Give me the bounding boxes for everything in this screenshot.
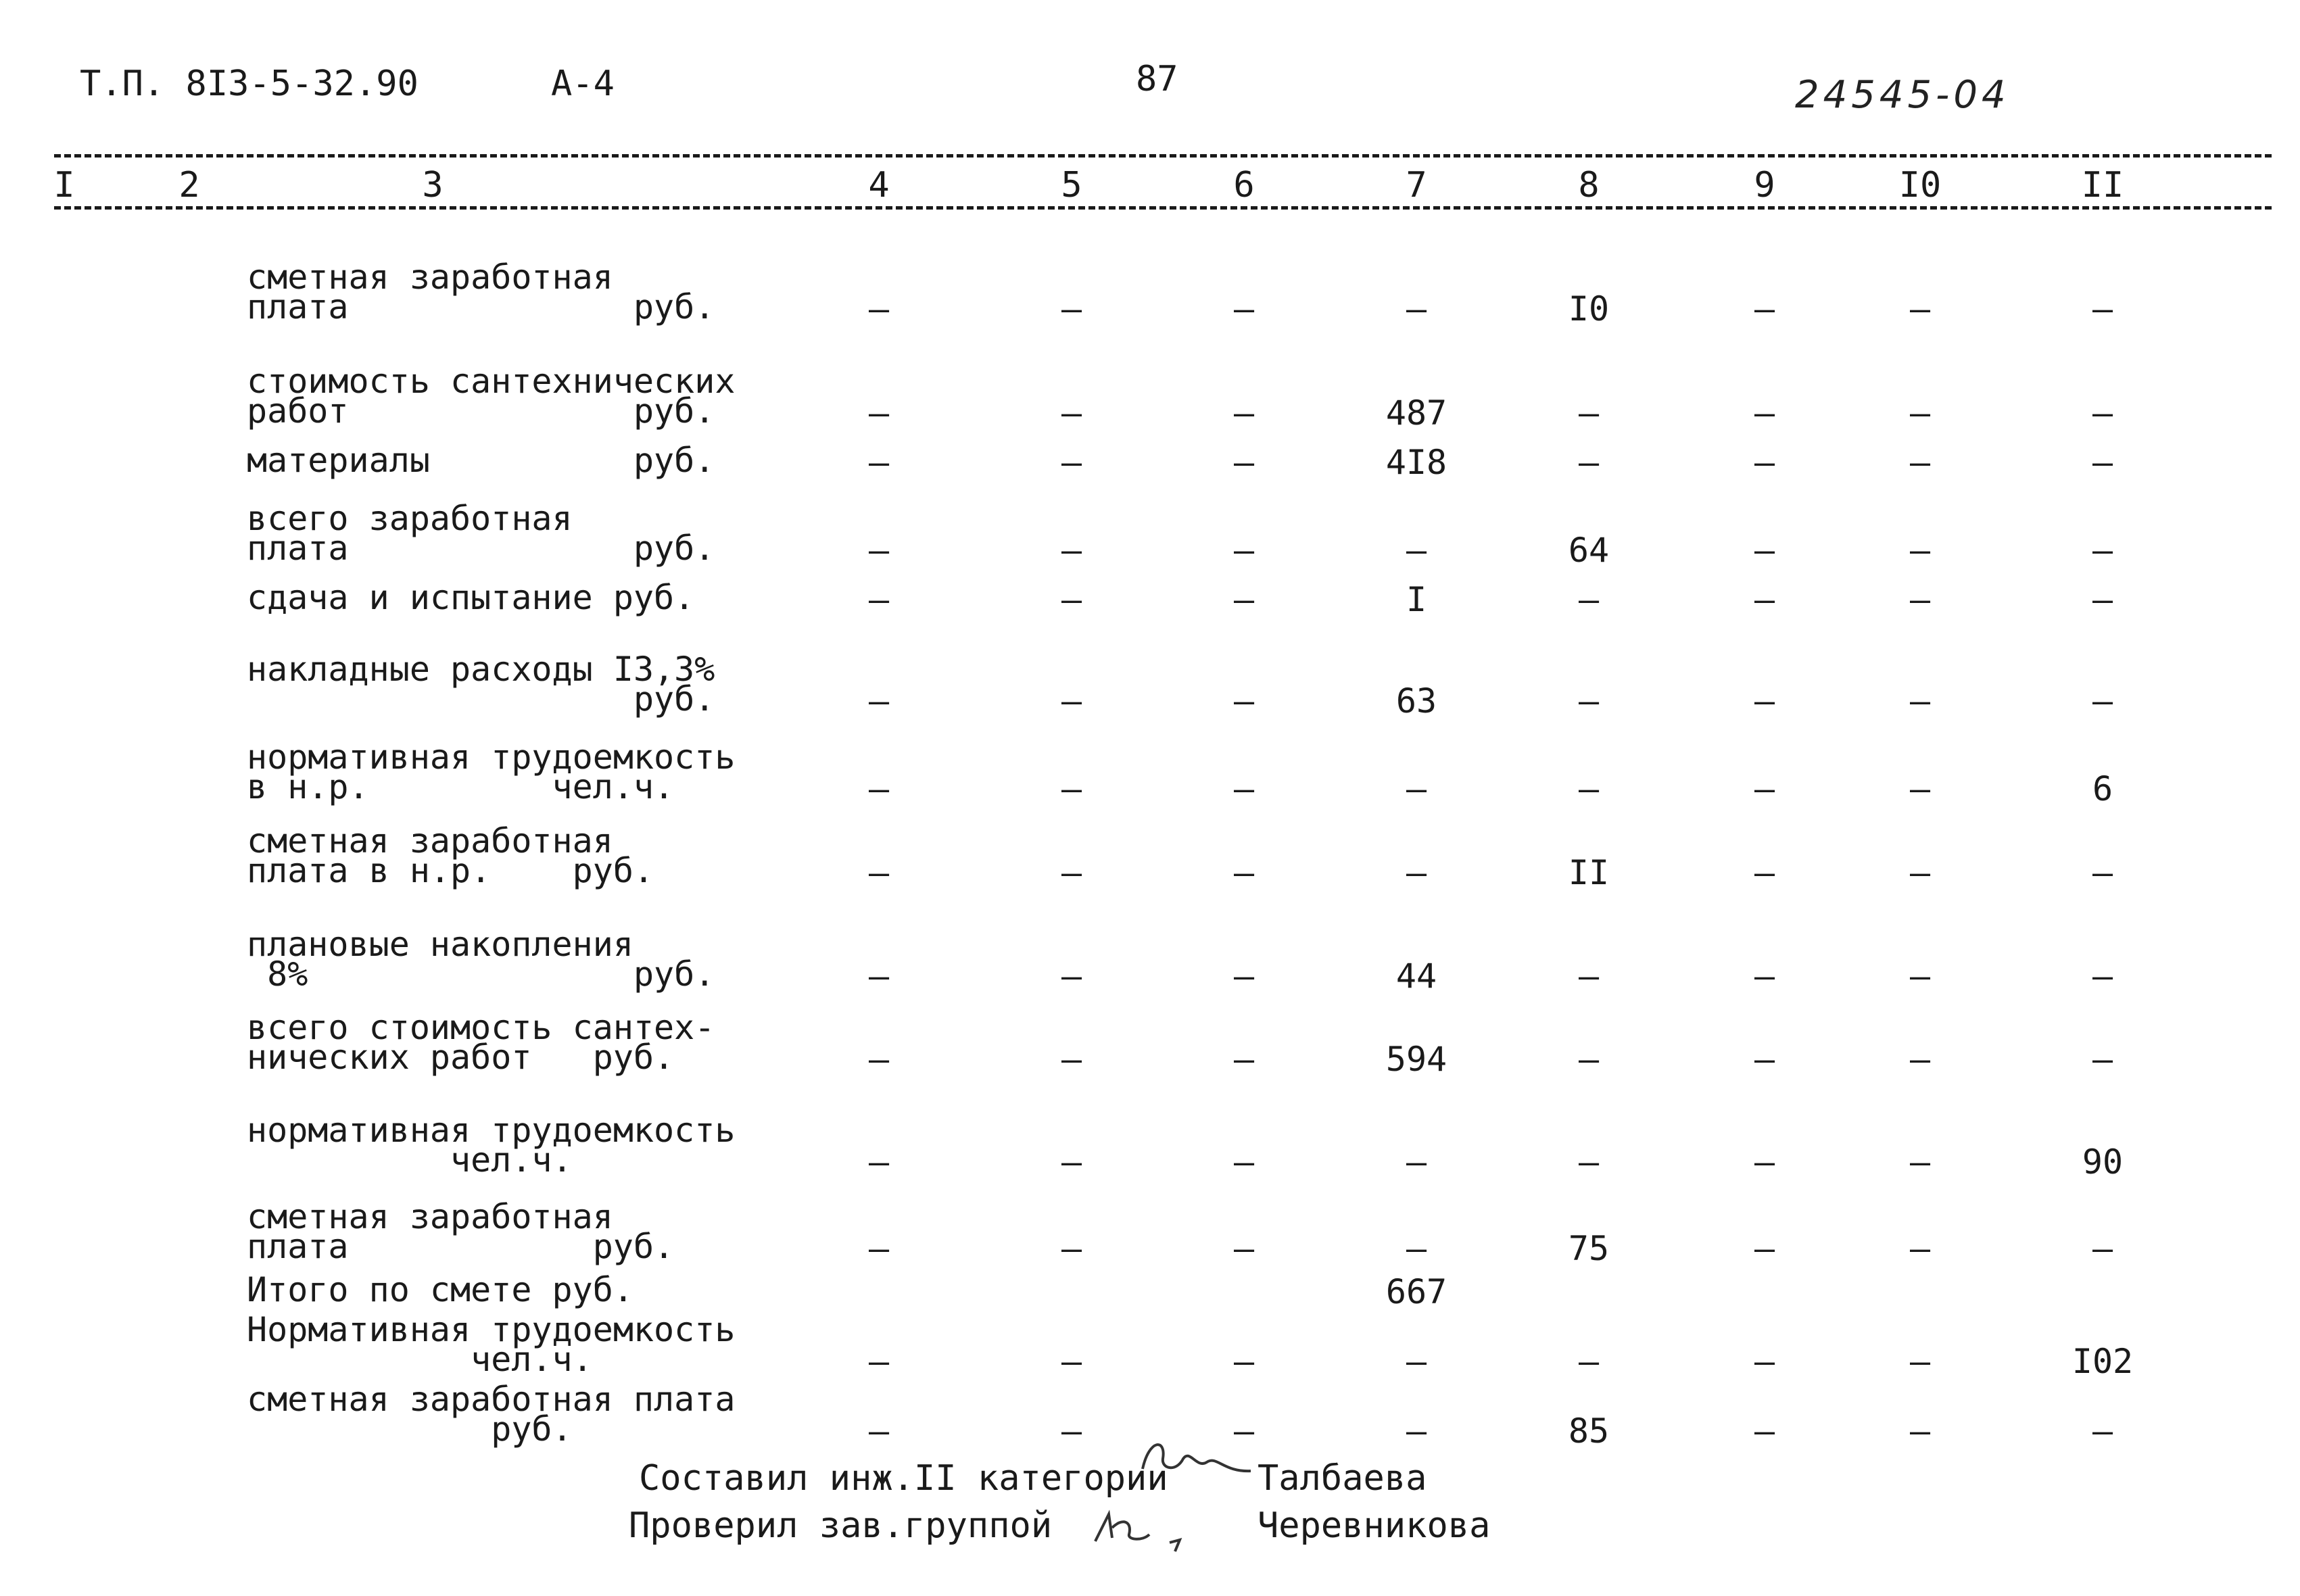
row-4-col-9: – [1754,531,1775,570]
row-14-col-5: – [1061,1342,1082,1381]
row-label: Нормативная трудоемкость чел.ч. [247,1310,736,1379]
row-label: накладные расходы I3,3% руб. [247,650,715,719]
row-2-col-5: – [1061,393,1082,433]
compiler-signature-mark [1136,1432,1257,1486]
inventory-number: 24545-04 [1795,73,2010,117]
row-7-col-10: – [1909,769,1931,808]
row-7-col-4: – [868,769,890,808]
row-10-col-9: – [1754,1040,1775,1079]
row-9-col-8: – [1578,957,1600,996]
row-3-col-8: – [1578,443,1600,482]
row-15-col-10: – [1909,1411,1931,1451]
row-4-col-6: – [1233,531,1255,570]
sheet-label: А-4 [551,64,615,104]
row-9-col-7: 44 [1395,957,1437,996]
row-4-col-10: – [1909,531,1931,570]
row-1-col-11: – [2092,289,2113,329]
row-7-col-9: – [1754,769,1775,808]
row-5-col-4: – [868,580,890,619]
row-15-col-11: – [2092,1411,2113,1451]
row-5-col-10: – [1909,580,1931,619]
row-10-col-5: – [1061,1040,1082,1079]
row-5-col-7: I [1406,580,1427,619]
row-7-col-7: – [1406,769,1427,808]
row-2-col-6: – [1233,393,1255,433]
row-4-col-4: – [868,531,890,570]
column-number-9: 9 [1754,165,1775,205]
row-10-col-7: 594 [1385,1040,1447,1079]
row-15-col-4: – [868,1411,890,1451]
row-5-col-5: – [1061,580,1082,619]
row-12-col-9: – [1754,1229,1775,1268]
page-number: 87 [1136,59,1178,99]
row-label: сметная заработная плата в н.р. руб. [247,821,654,890]
row-14-col-11: I02 [2071,1342,2134,1381]
row-9-col-4: – [868,957,890,996]
column-number-10: I0 [1898,165,1942,205]
row-label: стоимость сантехнических работ руб. [247,362,736,431]
row-6-col-8: – [1578,681,1600,721]
row-10-col-6: – [1233,1040,1255,1079]
row-6-col-5: – [1061,681,1082,721]
row-1-col-7: – [1406,289,1427,329]
row-6-col-9: – [1754,681,1775,721]
checker-signature [1082,1501,1197,1562]
row-8-col-4: – [868,853,890,892]
checked-by-label: Проверил зав.группой [629,1505,1053,1546]
row-8-col-11: – [2092,853,2113,892]
row-5-col-6: – [1233,580,1255,619]
row-7-col-6: – [1233,769,1255,808]
row-3-col-11: – [2092,443,2113,482]
row-7-col-5: – [1061,769,1082,808]
row-6-col-6: – [1233,681,1255,721]
column-number-6: 6 [1233,165,1255,205]
row-14-col-8: – [1578,1342,1600,1381]
row-15-col-8: 85 [1568,1411,1610,1451]
row-11-col-4: – [868,1142,890,1182]
row-11-col-11: 90 [2082,1142,2124,1182]
row-6-col-11: – [2092,681,2113,721]
row-1-col-4: – [868,289,890,329]
row-8-col-5: – [1061,853,1082,892]
row-label: плановые накопления 8% руб. [247,925,715,994]
row-label: всего стоимость сантех- нических работ руб. [247,1008,715,1077]
row-1-col-10: – [1909,289,1931,329]
column-number-7: 7 [1406,165,1427,205]
row-15-col-9: – [1754,1411,1775,1451]
doc-code: Т.П. 8I3-5-32.90 [80,64,418,104]
row-1-col-9: – [1754,289,1775,329]
header-rule-top [54,154,2272,158]
row-13-col-7: 667 [1385,1272,1447,1311]
row-8-col-6: – [1233,853,1255,892]
row-12-col-5: – [1061,1229,1082,1268]
row-11-col-8: – [1578,1142,1600,1182]
row-8-col-7: – [1406,853,1427,892]
checker-name: Черевникова [1257,1505,1491,1546]
row-4-col-7: – [1406,531,1427,570]
row-8-col-10: – [1909,853,1931,892]
row-label: сметная заработная плата руб. [247,1197,675,1266]
row-12-col-6: – [1233,1229,1255,1268]
row-9-col-9: – [1754,957,1775,996]
column-number-8: 8 [1578,165,1600,205]
row-3-col-6: – [1233,443,1255,482]
row-8-col-8: II [1568,853,1610,892]
row-label: нормативная трудоемкость в н.р. чел.ч. [247,737,736,806]
column-number-1: I [53,165,75,205]
row-3-col-4: – [868,443,890,482]
row-15-col-5: – [1061,1411,1082,1451]
row-label: сметная заработная плата руб. [247,1380,736,1449]
row-5-col-9: – [1754,580,1775,619]
compiler-signature [1136,1432,1257,1493]
compiler-name: Талбаева [1257,1458,1427,1499]
row-14-col-7: – [1406,1342,1427,1381]
row-5-col-11: – [2092,580,2113,619]
row-5-col-8: – [1578,580,1600,619]
row-4-col-5: – [1061,531,1082,570]
row-11-col-9: – [1754,1142,1775,1182]
column-number-3: 3 [422,165,444,205]
row-2-col-7: 487 [1385,393,1447,433]
row-label: сдача и испытание руб. [247,578,695,617]
row-1-col-8: I0 [1568,289,1610,329]
column-number-5: 5 [1061,165,1082,205]
row-3-col-5: – [1061,443,1082,482]
row-3-col-9: – [1754,443,1775,482]
row-label: нормативная трудоемкость чел.ч. [247,1111,736,1180]
compiled-by-label: Составил инж.II категории [639,1458,1168,1499]
row-14-col-10: – [1909,1342,1931,1381]
row-15-col-6: – [1233,1411,1255,1451]
header-rule-bottom [54,206,2272,210]
row-14-col-9: – [1754,1342,1775,1381]
row-9-col-11: – [2092,957,2113,996]
row-11-col-6: – [1233,1142,1255,1182]
row-10-col-8: – [1578,1040,1600,1079]
column-number-11: II [2081,165,2124,205]
row-6-col-4: – [868,681,890,721]
row-3-col-10: – [1909,443,1931,482]
row-4-col-11: – [2092,531,2113,570]
row-2-col-9: – [1754,393,1775,433]
column-number-2: 2 [178,165,200,205]
row-6-col-7: 63 [1395,681,1437,721]
row-2-col-4: – [868,393,890,433]
row-9-col-5: – [1061,957,1082,996]
row-1-col-5: – [1061,289,1082,329]
row-4-col-8: 64 [1568,531,1610,570]
row-7-col-11: 6 [2092,769,2113,808]
row-1-col-6: – [1233,289,1255,329]
row-2-col-8: – [1578,393,1600,433]
row-11-col-10: – [1909,1142,1931,1182]
row-2-col-11: – [2092,393,2113,433]
row-7-col-8: – [1578,769,1600,808]
row-10-col-10: – [1909,1040,1931,1079]
row-label: сметная заработная плата руб. [247,258,715,327]
row-label: материалы руб. [247,441,715,480]
row-12-col-4: – [868,1229,890,1268]
row-11-col-5: – [1061,1142,1082,1182]
row-label: всего заработная плата руб. [247,499,715,568]
row-2-col-10: – [1909,393,1931,433]
column-number-4: 4 [868,165,890,205]
row-9-col-10: – [1909,957,1931,996]
row-12-col-10: – [1909,1229,1931,1268]
row-12-col-7: – [1406,1229,1427,1268]
row-label: Итого по смете руб. [247,1270,633,1309]
row-15-col-7: – [1406,1411,1427,1451]
row-14-col-4: – [868,1342,890,1381]
row-3-col-7: 4I8 [1385,443,1447,482]
row-10-col-11: – [2092,1040,2113,1079]
row-14-col-6: – [1233,1342,1255,1381]
row-12-col-11: – [2092,1229,2113,1268]
row-8-col-9: – [1754,853,1775,892]
row-10-col-4: – [868,1040,890,1079]
row-9-col-6: – [1233,957,1255,996]
checker-signature-mark [1082,1501,1197,1555]
row-11-col-7: – [1406,1142,1427,1182]
row-12-col-8: 75 [1568,1229,1610,1268]
row-6-col-10: – [1909,681,1931,721]
